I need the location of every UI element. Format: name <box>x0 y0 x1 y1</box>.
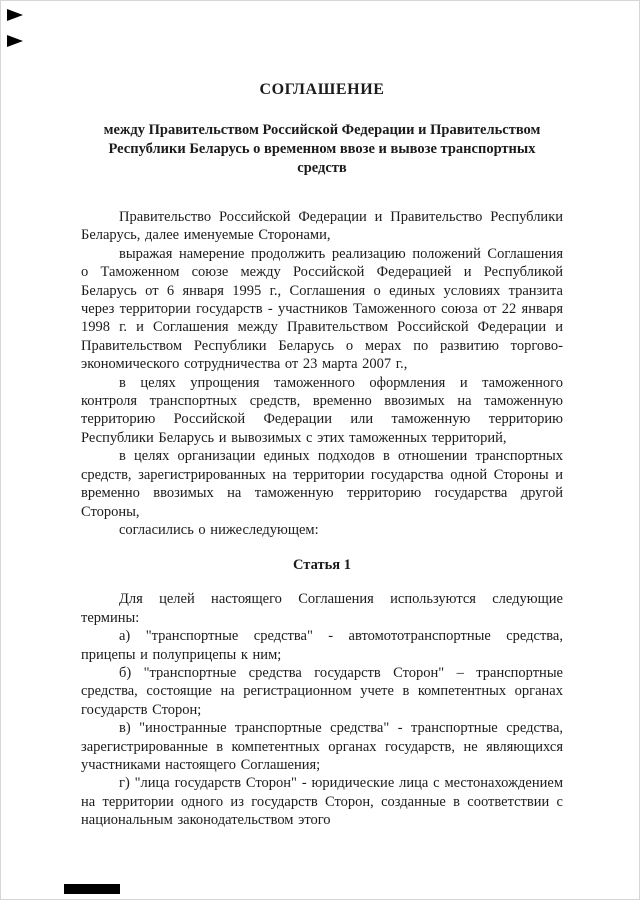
document-body <box>81 208 563 830</box>
article-paragraph: Для целей настоящего Соглашения используются следующие термины: <box>81 591 563 626</box>
article-heading: Статья 1 <box>293 557 351 574</box>
scan-artifact-icon <box>7 35 23 47</box>
document-subtitle: между Правительством Российской Федерации и Правительством Республики Беларусь о временном ввозе и вывозе транспортных средств <box>103 122 541 176</box>
scan-artifact-icon <box>7 9 23 21</box>
preamble-paragraph: в целях организации единых подходов в отношении транспортных средств, зарегистрированных на территории государства одной Стороны и временно ввозимых на таможенную территорию государства другой Стороны, <box>81 448 563 520</box>
article-paragraph: б) "транспортные средства государств Сторон" – транспортные средства, состоящие на регистрационном учете в компетентных органах государств Сторон; <box>81 664 563 718</box>
document-title: СОГЛАШЕНИЕ <box>259 81 385 98</box>
preamble-paragraph: Правительство Российской Федерации и Правительство Республики Беларусь, далее именуемые Сторонами, <box>81 209 563 244</box>
preamble-paragraph: в целях упрощения таможенного оформления и таможенного контроля транспортных средств, временно ввозимых на таможенную территорию Российской Федерации или таможенную территорию Республики Беларусь и вывозимых с этих таможенных территорий, <box>81 374 563 446</box>
article-paragraph: в) "иностранные транспортные средства" - транспортные средства, зарегистрированные в компетентных органах государств, не являющихся участниками настоящего Соглашения; <box>81 720 563 773</box>
preamble-paragraph: выражая намерение продолжить реализацию положений Соглашения о Таможенном союзе между Российской Федерацией и Республикой Беларусь от 6 января 1995 г., Соглашения о единых условиях транзита через территории государств - участников Таможенного союза от 22 января 1998 г. и Соглашения между Правительством Российской Федерации и Правительством Республики Беларусь о мерах по развитию торгово-экономического сотрудничества от 23 марта 2007 г., <box>81 245 563 373</box>
preamble-paragraph: согласились о нижеследующем: <box>119 521 319 538</box>
article-paragraph: г) "лица государств Сторон" - юридические лица с местонахождением на территории одного из государств Сторон, созданные в соответствии с национальным законодательством этого <box>81 775 563 829</box>
document-content <box>81 81 563 830</box>
scan-artifact-bar <box>64 884 120 894</box>
article-paragraph: а) "транспортные средства" - автомототранспортные средства, прицепы и полуприцепы к ним; <box>81 628 563 663</box>
